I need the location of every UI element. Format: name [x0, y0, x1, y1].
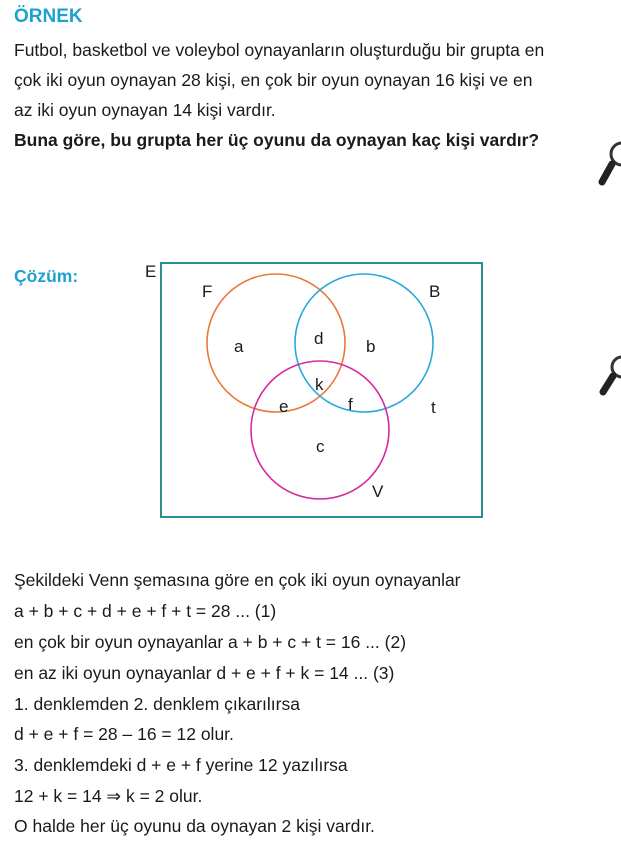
region-e: e [279, 397, 289, 416]
region-k: k [315, 375, 324, 394]
region-f: f [348, 395, 353, 414]
solution-line: 12 + k = 14 ⇒ k = 2 olur. [14, 786, 203, 806]
magnifier-icon [598, 140, 621, 190]
solution-line: 1. denklemden 2. denklem çıkarılırsa [14, 694, 300, 714]
question-prompt: Buna göre, bu grupta her üç oyunu da oynayan kaç kişi vardır? [14, 130, 540, 150]
equation-1: a + b + c + d + e + f + t = 28 ... (1) [14, 601, 277, 621]
set-f-label: F [202, 282, 213, 301]
region-b: b [366, 337, 376, 356]
region-d: d [314, 329, 324, 348]
magnifier-icon [598, 355, 621, 399]
question-text-line: Futbol, basketbol ve voleybol oynayanların oluşturduğu bir grupta en [14, 40, 545, 60]
example-title: ÖRNEK [14, 6, 83, 27]
region-t: t [431, 398, 436, 417]
question-text-line: çok iki oyun oynayan 28 kişi, en çok bir oyun oynayan 16 kişi ve en [14, 70, 533, 90]
set-b-label: B [429, 282, 441, 301]
region-c: c [316, 437, 325, 456]
solution-label: Çözüm: [14, 266, 79, 286]
universe-label: E [145, 262, 157, 281]
conclusion-line: O halde her üç oyunu da oynayan 2 kişi vardır. [14, 816, 375, 836]
solution-line: Şekildeki Venn şemasına göre en çok iki oyun oynayanlar [14, 570, 461, 590]
solution-line: en az iki oyun oynayanlar d + e + f + k = 14 ... (3) [14, 663, 395, 683]
region-a: a [234, 337, 244, 356]
solution-line: 3. denklemdeki d + e + f yerine 12 yazılırsa [14, 755, 348, 775]
solution-line: en çok bir oyun oynayanlar a + b + c + t = 16 ... (2) [14, 632, 407, 652]
set-f-circle [207, 274, 345, 412]
question-text-line: az iki oyun oynayan 14 kişi vardır. [14, 100, 276, 120]
set-v-label: V [372, 482, 384, 501]
venn-diagram [140, 255, 490, 525]
solution-line: d + e + f = 28 – 16 = 12 olur. [14, 724, 234, 744]
